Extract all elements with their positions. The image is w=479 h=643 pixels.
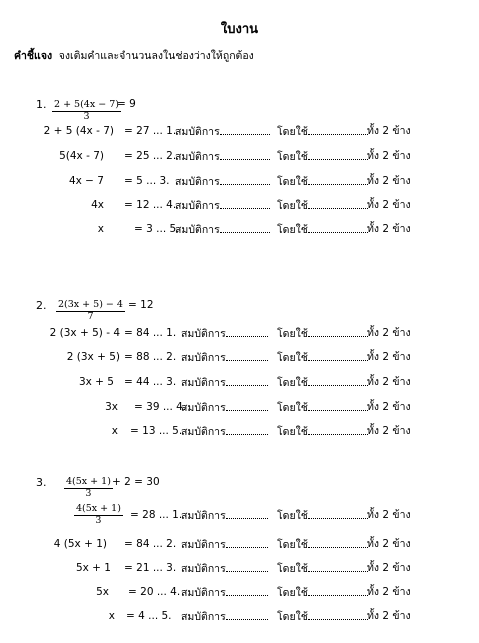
using-label: โดยใช้ (277, 200, 308, 212)
step-lhs: 5x (96, 586, 109, 598)
problem-equation (56, 292, 125, 323)
step-property (175, 222, 270, 237)
fraction-numerator: 4(5x + 1) (76, 503, 121, 514)
property-label: สมบัติการ (181, 402, 226, 414)
step-property (175, 149, 270, 164)
step-using (277, 350, 368, 365)
property-label: สมบัติการ (181, 377, 226, 389)
step-rhs: = 84 ... 1. (124, 327, 177, 339)
step-using (277, 561, 368, 576)
problem-number: 2. (36, 299, 47, 312)
using-blank[interactable] (308, 326, 368, 337)
property-label: สมบัติการ (175, 126, 220, 138)
step-row (0, 124, 479, 138)
using-blank[interactable] (308, 561, 368, 572)
step-both-sides: ทั้ง 2 ข้าง (367, 610, 411, 622)
step-rhs: = 13 ... 5. (130, 425, 183, 437)
using-blank[interactable] (308, 424, 368, 435)
instruction (14, 47, 254, 64)
step-both-sides: ทั้ง 2 ข้าง (367, 586, 411, 598)
using-blank[interactable] (308, 537, 368, 548)
step-using (277, 508, 368, 523)
using-blank[interactable] (308, 400, 368, 411)
using-label: โดยใช้ (277, 377, 308, 389)
using-label: โดยใช้ (277, 510, 308, 522)
step-rhs: = 4 ... 5. (126, 610, 172, 622)
step-rhs: = 27 ... 1. (124, 125, 177, 137)
step-row (0, 375, 479, 389)
step-rhs: = 25 ... 2. (124, 150, 177, 162)
step-row (0, 585, 479, 599)
using-blank[interactable] (308, 149, 368, 160)
step-property (181, 508, 268, 523)
property-blank[interactable] (226, 609, 268, 620)
step-row (0, 561, 479, 575)
property-label: สมบัติการ (175, 176, 220, 188)
property-label: สมบัติการ (181, 510, 226, 522)
fraction-denominator: 3 (85, 487, 92, 499)
property-blank[interactable] (226, 350, 268, 361)
step-property (181, 326, 268, 341)
step-using (277, 585, 368, 600)
property-label: สมบัติการ (181, 563, 226, 575)
step-using (277, 424, 368, 439)
using-label: โดยใช้ (277, 587, 308, 599)
property-label: สมบัติการ (175, 200, 220, 212)
property-blank[interactable] (220, 198, 270, 209)
step-property (181, 375, 268, 390)
step-property (181, 585, 268, 600)
property-label: สมบัติการ (175, 151, 220, 163)
step-both-sides: ทั้ง 2 ข้าง (367, 562, 411, 574)
step-both-sides: ทั้ง 2 ข้าง (367, 125, 411, 137)
step-using (277, 326, 368, 341)
step-using (277, 198, 368, 213)
step-lhs: x (97, 223, 104, 235)
using-label: โดยใช้ (277, 126, 308, 138)
step-property (175, 198, 270, 213)
step-lhs: 5(4x - 7) (59, 150, 104, 162)
using-label: โดยใช้ (277, 426, 308, 438)
using-label: โดยใช้ (277, 224, 308, 236)
fraction-numerator: 2 + 5(4x − 7) (54, 99, 119, 110)
step-row (0, 198, 479, 212)
property-blank[interactable] (220, 174, 270, 185)
property-label: สมบัติการ (181, 328, 226, 340)
step-row (0, 174, 479, 188)
step-both-sides: ทั้ง 2 ข้าง (367, 425, 411, 437)
step-lhs: 2 (3x + 5) - 4 (49, 327, 120, 339)
property-blank[interactable] (226, 537, 268, 548)
step-rhs: = 3 ... 5. (134, 223, 180, 235)
step-rhs: = 28 ... 1. (130, 509, 183, 521)
using-label: โดยใช้ (277, 151, 308, 163)
step-lhs-fraction (74, 501, 123, 527)
step-row (0, 326, 479, 340)
using-label: โดยใช้ (277, 352, 308, 364)
fraction-numerator: 2(3x + 5) − 4 (58, 299, 123, 310)
step-both-sides: ทั้ง 2 ข้าง (367, 401, 411, 413)
using-blank[interactable] (308, 585, 368, 596)
using-label: โดยใช้ (277, 539, 308, 551)
property-label: สมบัติการ (181, 352, 226, 364)
using-label: โดยใช้ (277, 328, 308, 340)
step-property (181, 609, 268, 624)
step-using (277, 375, 368, 390)
step-lhs: 4x (91, 199, 104, 211)
step-rhs: = 5 ... 3. (124, 175, 170, 187)
using-label: โดยใช้ (277, 402, 308, 414)
step-both-sides: ทั้ง 2 ข้าง (367, 376, 411, 388)
step-both-sides: ทั้ง 2 ข้าง (367, 175, 411, 187)
fraction-denominator: 3 (95, 514, 102, 526)
property-blank[interactable] (226, 424, 268, 435)
step-lhs: x (108, 610, 115, 622)
instruction-text: จงเติมคำและจำนวนลงในช่องว่างให้ถูกต้อง (58, 50, 254, 62)
lhs-fraction (74, 504, 123, 527)
property-blank[interactable] (220, 124, 270, 135)
using-blank[interactable] (308, 375, 368, 386)
using-blank[interactable] (308, 350, 368, 361)
fraction-numerator: 4(5x + 1) (66, 476, 111, 487)
step-using (277, 124, 368, 139)
equation-rest: + 2 = 30 (112, 476, 160, 488)
using-blank[interactable] (308, 198, 368, 209)
step-row (0, 609, 479, 623)
property-blank[interactable] (226, 585, 268, 596)
step-both-sides: ทั้ง 2 ข้าง (367, 199, 411, 211)
step-rhs: = 88 ... 2. (124, 351, 177, 363)
using-blank[interactable] (308, 508, 368, 519)
step-lhs: 5x + 1 (75, 562, 111, 574)
step-using (277, 222, 368, 237)
step-rhs: = 39 ... 4. (134, 401, 187, 413)
using-blank[interactable] (308, 609, 368, 620)
step-both-sides: ทั้ง 2 ข้าง (367, 150, 411, 162)
property-label: สมบัติการ (181, 426, 226, 438)
equation-fraction (64, 477, 113, 500)
step-lhs: 3x + 5 (78, 376, 114, 388)
step-row (0, 222, 479, 236)
step-lhs: 4x − 7 (68, 175, 104, 187)
instruction-label: คำชี้แจง (14, 50, 53, 62)
step-row (0, 400, 479, 414)
property-blank[interactable] (226, 375, 268, 386)
property-blank[interactable] (226, 508, 268, 519)
using-label: โดยใช้ (277, 563, 308, 575)
step-property (181, 537, 268, 552)
step-row (0, 537, 479, 551)
using-label: โดยใช้ (277, 176, 308, 188)
using-blank[interactable] (308, 222, 368, 233)
step-both-sides: ทั้ง 2 ข้าง (367, 223, 411, 235)
step-property (181, 424, 268, 439)
step-rhs: = 44 ... 3. (124, 376, 177, 388)
step-rhs: = 21 ... 3. (124, 562, 177, 574)
step-both-sides: ทั้ง 2 ข้าง (367, 509, 411, 521)
fraction-denominator: 3 (83, 110, 90, 122)
step-using (277, 174, 368, 189)
property-blank[interactable] (226, 400, 268, 411)
step-both-sides: ทั้ง 2 ข้าง (367, 351, 411, 363)
step-rhs: = 12 ... 4. (124, 199, 177, 211)
property-label: สมบัติการ (175, 224, 220, 236)
property-label: สมบัติการ (181, 539, 226, 551)
step-rhs: = 20 ... 4. (128, 586, 181, 598)
step-both-sides: ทั้ง 2 ข้าง (367, 327, 411, 339)
equation-fraction (52, 100, 121, 123)
property-blank[interactable] (226, 561, 268, 572)
step-using (277, 609, 368, 624)
property-label: สมบัติการ (181, 587, 226, 599)
step-row (0, 503, 479, 526)
step-using (277, 149, 368, 164)
step-property (175, 124, 270, 139)
step-lhs: 2 + 5 (4x - 7) (43, 125, 114, 137)
step-both-sides: ทั้ง 2 ข้าง (367, 538, 411, 550)
equation-rest: = 9 (117, 98, 136, 110)
problem-number: 3. (36, 476, 47, 489)
step-row (0, 149, 479, 163)
step-property (181, 350, 268, 365)
using-label: โดยใช้ (277, 611, 308, 623)
step-property (181, 561, 268, 576)
step-lhs: 4 (5x + 1) (53, 538, 107, 550)
fraction-denominator: 7 (87, 310, 94, 322)
step-property (181, 400, 268, 415)
step-rhs: = 84 ... 2. (124, 538, 177, 550)
property-blank[interactable] (226, 326, 268, 337)
using-blank[interactable] (308, 174, 368, 185)
problem-equation (64, 469, 113, 500)
step-using (277, 537, 368, 552)
equation-fraction (56, 300, 125, 323)
step-row (0, 350, 479, 364)
property-blank[interactable] (220, 149, 270, 160)
step-lhs: 2 (3x + 5) (66, 351, 120, 363)
problem-number: 1. (36, 98, 47, 111)
equation-rest: = 12 (128, 299, 154, 311)
step-lhs: x (111, 425, 118, 437)
step-row (0, 424, 479, 438)
property-blank[interactable] (220, 222, 270, 233)
step-using (277, 400, 368, 415)
property-label: สมบัติการ (181, 611, 226, 623)
using-blank[interactable] (308, 124, 368, 135)
problem-equation (52, 92, 121, 123)
page-title: ใบงาน (220, 22, 259, 37)
step-lhs: 3x (105, 401, 118, 413)
step-property (175, 174, 270, 189)
